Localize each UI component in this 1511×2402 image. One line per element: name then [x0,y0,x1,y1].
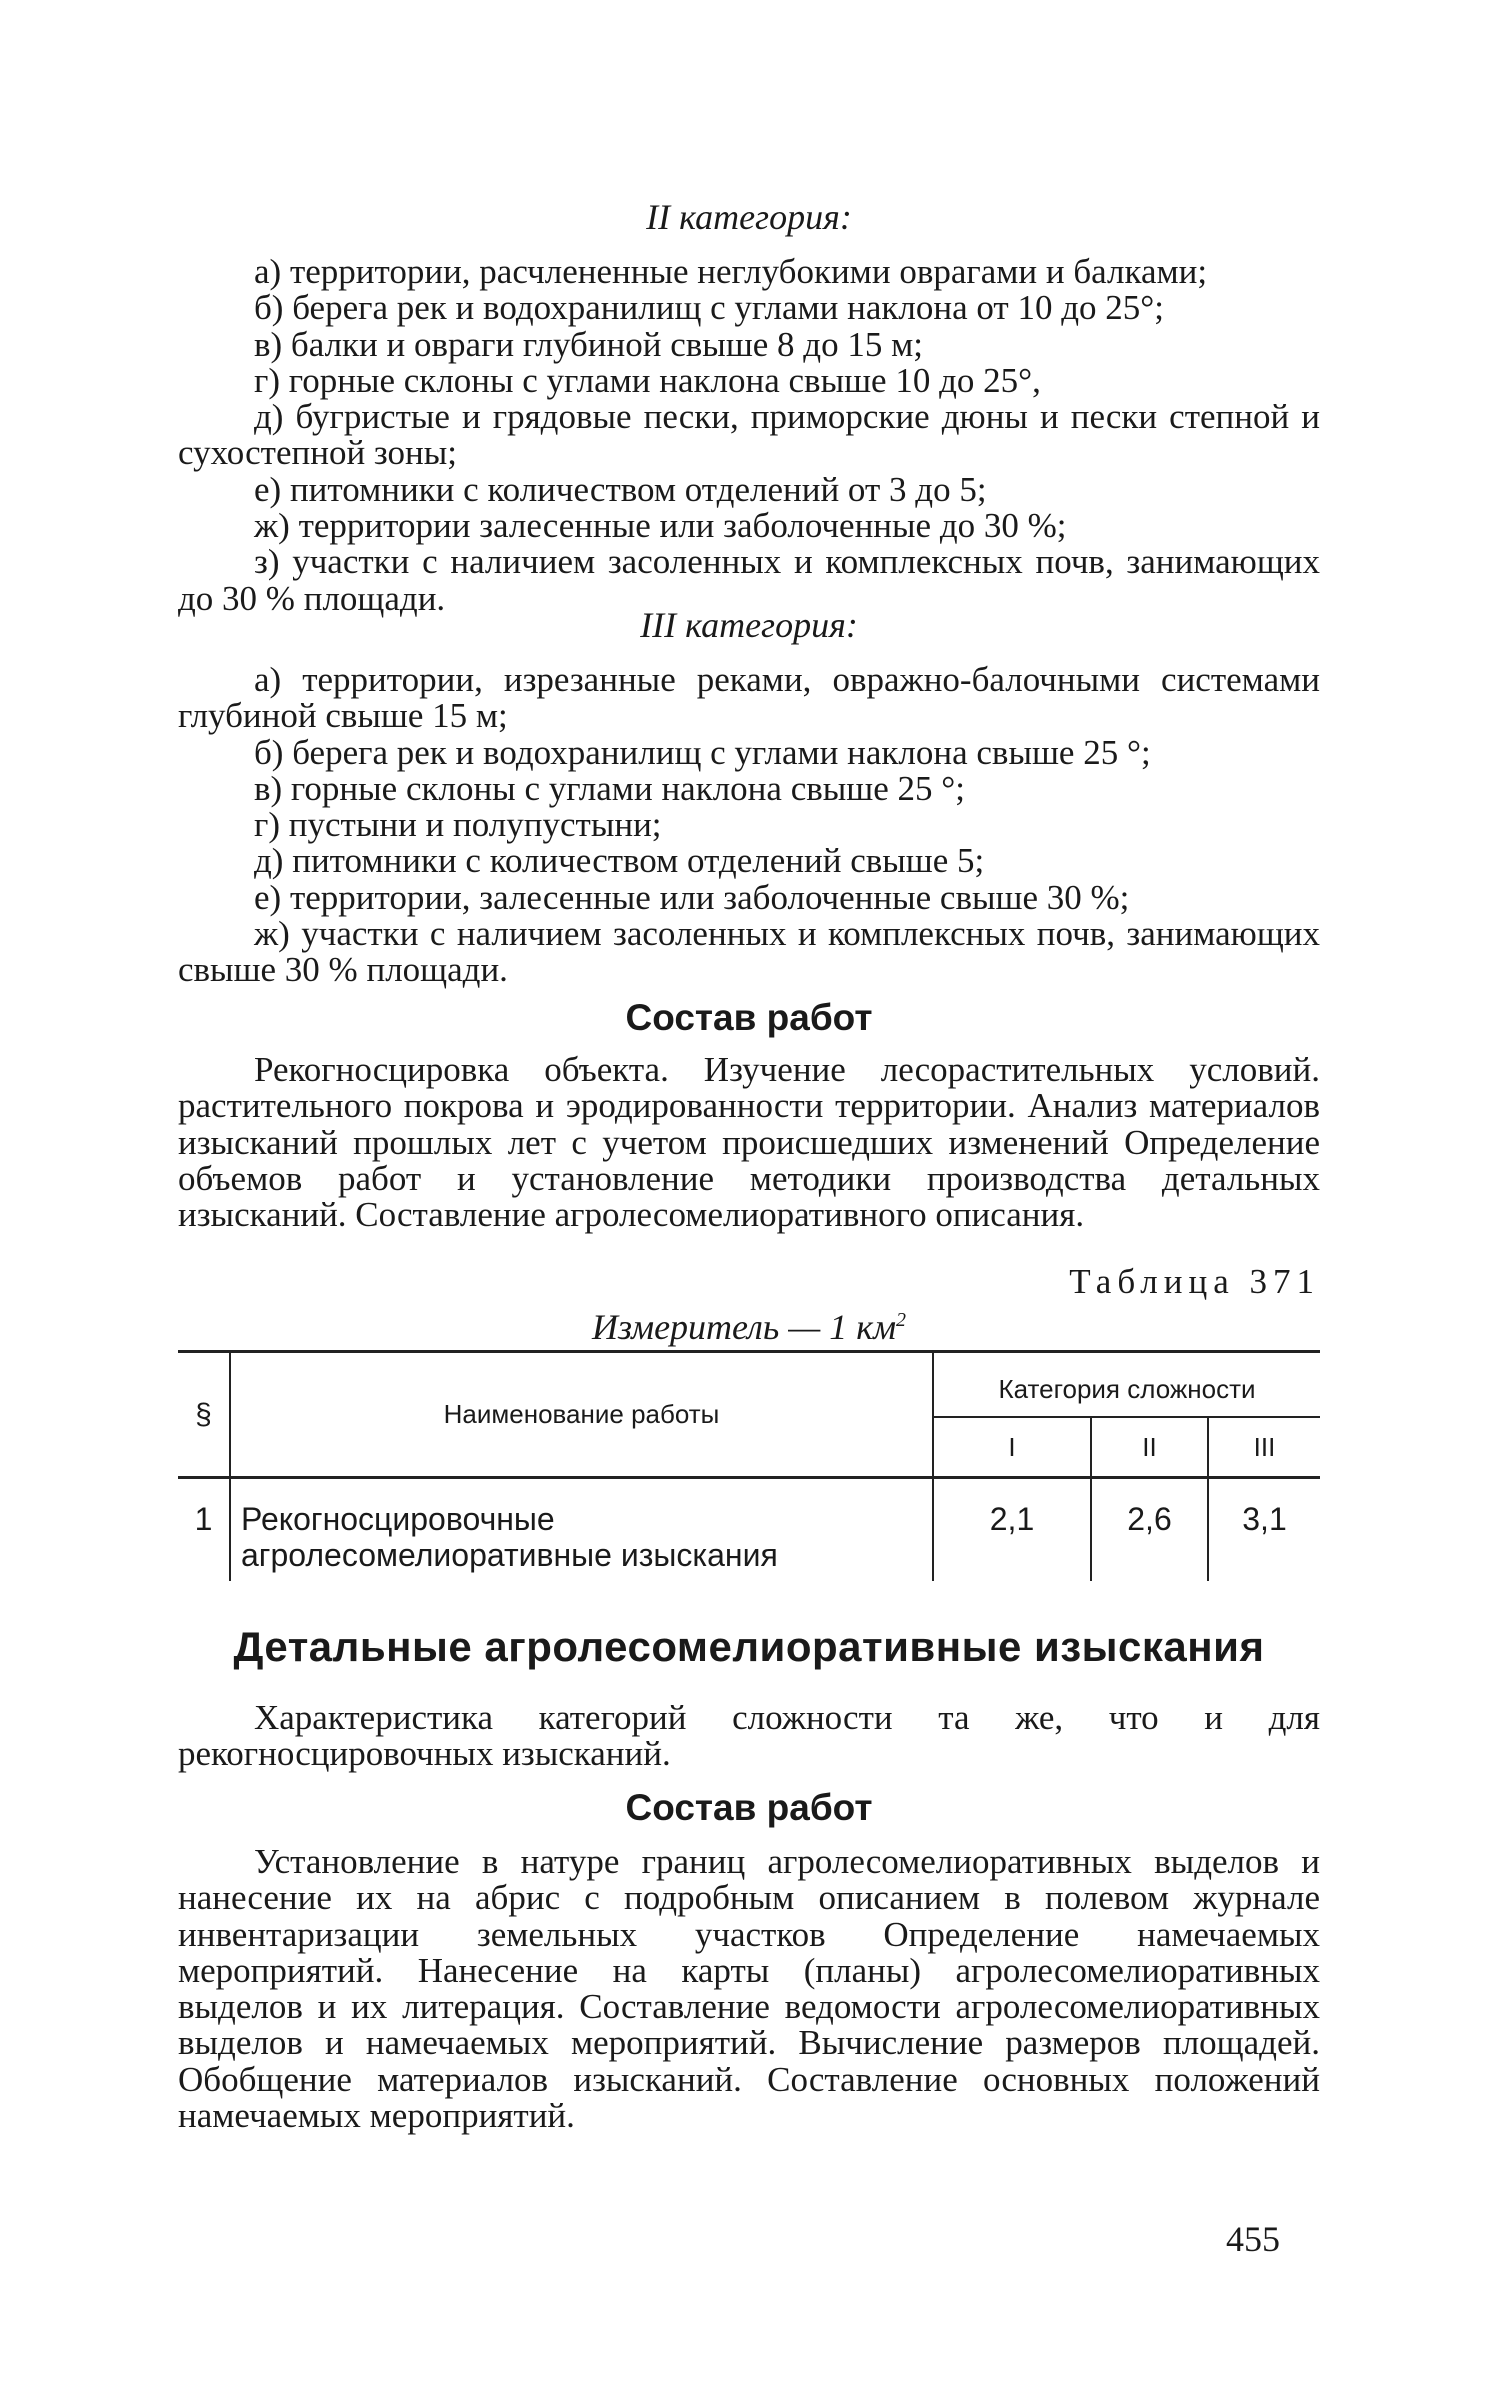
list-item: б) берега рек и водохранилищ с углами наклона от 10 до 25°; [254,288,1164,328]
row-number: 1 [178,1478,230,1582]
list-item: в) горные склоны с углами наклона свыше 25 °; [254,768,965,808]
work-composition-text: Рекогносцировка объекта. Изучение лесорастительных условий. растительного покрова и эродированности территории. Анализ материалов изысканий прошлых лет с учетом происшедших изменений Определение объемов работ и установление методики производства детальных изысканий. Составление агролесомелиоративного описания. [178,1050,1320,1235]
work-composition-heading: Состав работ [625,997,873,1038]
table-row [178,1478,1320,1582]
list-item: е) питомники с количеством отделений от 3 до 5; [254,469,987,509]
list-item: в) балки и овраги глубиной свыше 8 до 15 м; [254,324,923,364]
page-number: 455 [1226,2219,1280,2259]
list-item: ж) территории залесенные или заболоченные до 30 %; [254,506,1067,546]
category-2-list [178,254,1320,617]
table-unit-superscript: 2 [896,1309,907,1331]
work-composition-heading-2: Состав работ [625,1787,873,1828]
row-value-cat-1: 2,1 [933,1478,1091,1582]
col-header-cat-1: I [933,1417,1091,1478]
col-header-cat-2: II [1091,1417,1208,1478]
category-2-title: II категория: [646,197,852,237]
row-value-cat-2: 2,6 [1091,1478,1208,1582]
section-intro: Характеристика категорий сложности та же, что и для рекогносцировочных изысканий. [178,1698,1320,1774]
list-item: д) питомники с количеством отделений свыше 5; [254,841,985,881]
works-table [178,1350,1320,1581]
list-item: а) территории, изрезанные реками, овражно-балочными системами глубиной свыше 15 м; [178,660,1320,736]
list-item: б) берега рек и водохранилищ с углами наклона свыше 25 °; [254,732,1151,772]
col-header-cat-3: III [1208,1417,1320,1478]
category-3-title: III категория: [640,605,858,645]
col-header-category: Категория сложности [933,1352,1320,1418]
col-header-number: § [178,1352,230,1478]
list-item: а) территории, расчлененные неглубокими оврагами и балками; [254,252,1208,291]
table-container [178,1350,1320,1581]
list-item: г) горные склоны с углами наклона свыше 10 до 25°, [254,360,1041,400]
list-item: ж) участки с наличием засоленных и комплексных почв, занимающих свыше 30 % площади. [178,914,1320,990]
work-composition-text-2: Установление в натуре границ агролесомелиоративных выделов и нанесение их на абрис с подробным описанием в полевом журнале инвентаризации земельных участков Определение намечаемых мероприятий. Нанесение на карты (планы) агролесомелиоративных выделов и их литерация. Составление ведомости агролесомелиоративных выделов и намечаемых мероприятий. Вычисление размеров площадей. Обобщение материалов изысканий. Составление основных положений намечаемых мероприятий. [178,1842,1320,2136]
row-work-name: Рекогносцировочные агролесомелиоративные изыскания [230,1478,933,1582]
row-value-cat-3: 3,1 [1242,1501,1287,1537]
section-title: Детальные агролесомелиоративные изыскания [233,1623,1265,1670]
list-item: г) пустыни и полупустыни; [254,805,662,845]
page [178,0,1320,2402]
table-unit-text: Измеритель — 1 км [591,1307,897,1347]
list-item: д) бугристые и грядовые пески, приморские дюны и пески степной и сухостепной зоны; [178,397,1320,473]
table-label: Таблица 371 [1069,1262,1320,1301]
category-3-list [178,662,1320,989]
list-item: е) территории, залесенные или заболоченные свыше 30 %; [254,877,1130,917]
list-item: з) участки с наличием засоленных и комплексных почв, занимающих до 30 % площади. [178,542,1320,618]
table-unit [178,1300,1320,1347]
col-header-name: Наименование работы [230,1352,933,1478]
